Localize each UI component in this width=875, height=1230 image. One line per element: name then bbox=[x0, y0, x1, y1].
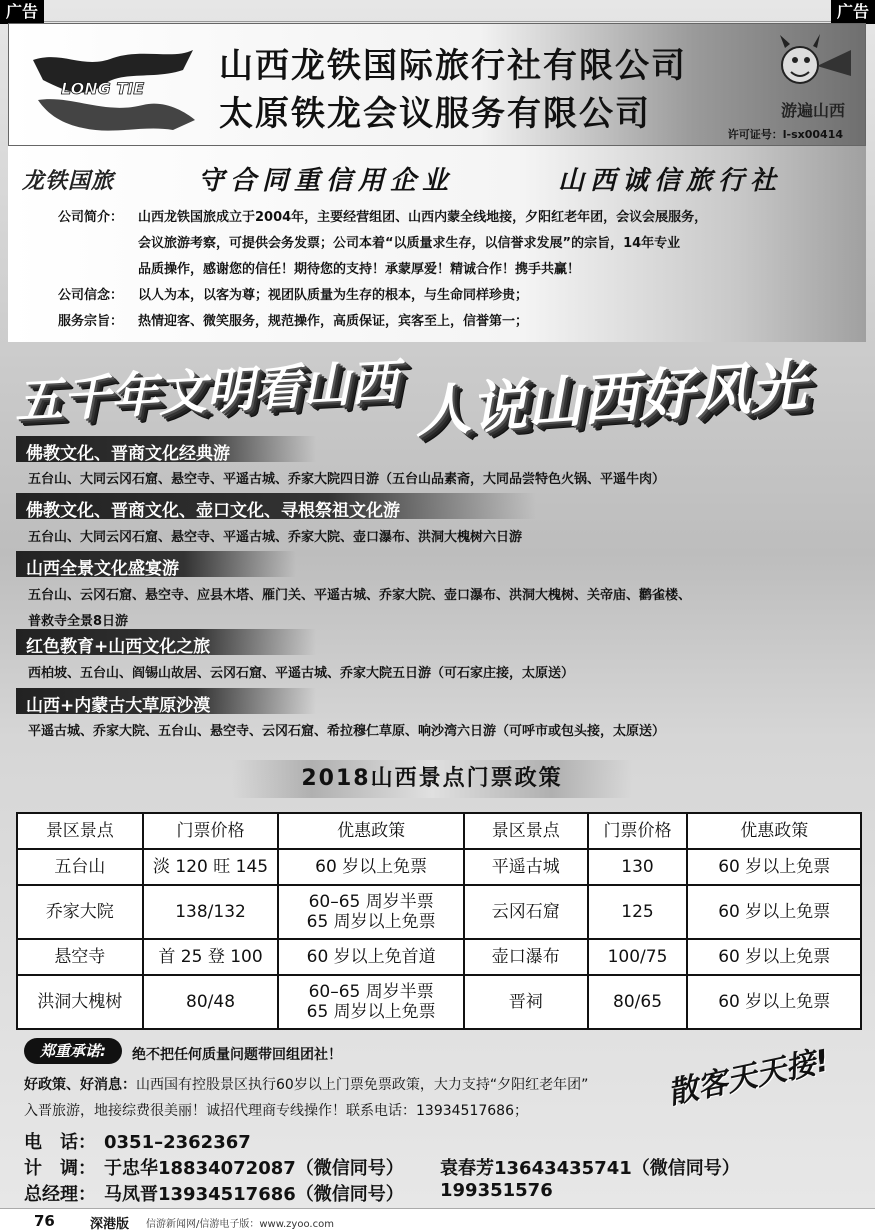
table-cell: 60 岁以上免票 bbox=[278, 849, 464, 885]
ad-label-left: 广告 bbox=[0, 0, 44, 24]
gm-contact: 马凤晋13934517686（微信同号） bbox=[104, 1184, 404, 1205]
company-name-1: 山西龙铁国际旅行社有限公司 bbox=[219, 46, 687, 86]
table-cell: 125 bbox=[588, 885, 688, 939]
table-cell: 洪洞大槐树 bbox=[17, 975, 143, 1029]
table-header-row bbox=[17, 813, 861, 849]
big-slogan-part2: 人说山西好风光 bbox=[412, 353, 809, 446]
table-cell: 淡 120 旺 145 bbox=[143, 849, 279, 885]
site-url: 信游新闻网/信游电子版：www.zyoo.com bbox=[146, 1219, 334, 1230]
profile-line: 山西龙铁国旅成立于2004年，主要经营组团、山西内蒙全线地接，夕阳红老年团，会议会展服务， bbox=[138, 210, 708, 225]
table-cell: 100/75 bbox=[588, 939, 688, 975]
profile-line: 品质操作，感谢您的信任！期待您的支持！承蒙厚爱！精诚合作！携手共赢！ bbox=[138, 262, 581, 277]
table-cell: 60 岁以上免首道 bbox=[278, 939, 464, 975]
table-cell: 平遥古城 bbox=[464, 849, 588, 885]
table-cell-line: 60–65 周岁半票 bbox=[308, 982, 434, 1002]
table-cell: 壶口瀑布 bbox=[464, 939, 588, 975]
table-header-cell: 门票价格 bbox=[588, 813, 688, 849]
table-cell bbox=[278, 975, 464, 1029]
policy-title: 2018山西景点门票政策 bbox=[232, 760, 632, 798]
table-header-cell: 景区景点 bbox=[464, 813, 588, 849]
table-header-cell: 门票价格 bbox=[143, 813, 279, 849]
big-slogan-part1: 五千年文明看山西 bbox=[13, 353, 400, 431]
brand-name: 龙铁国旅 bbox=[22, 169, 115, 194]
table-cell-line: 65 周岁以上免票 bbox=[306, 1002, 436, 1022]
big-slogan bbox=[13, 335, 864, 446]
belief-text: 以人为本，以客为尊；视团队质量为生存的根本，与生命同样珍贵； bbox=[138, 288, 529, 303]
page-number: 76 bbox=[34, 1212, 55, 1230]
table-cell-line: 65 周岁以上免票 bbox=[306, 912, 436, 932]
tour-route: 五台山、云冈石窟、悬空寺、应县木塔、雁门关、平遥古城、乔家大院、壶口瀑布、洪洞大槐树、关帝庙、鹳雀楼、 bbox=[28, 588, 692, 603]
dispatch-line bbox=[24, 1154, 404, 1180]
company-name-2: 太原铁龙会议服务有限公司 bbox=[219, 94, 651, 134]
edition-label: 深港版 bbox=[90, 1217, 130, 1230]
news-label: 好政策、好消息： bbox=[24, 1077, 136, 1093]
walk-in-slogan: 散客天天接! bbox=[664, 1043, 833, 1112]
news-text: 山西国有控股景区执行60岁以上门票免票政策，大力支持“夕阳红老年团” bbox=[136, 1077, 589, 1093]
table-header-cell: 景区景点 bbox=[17, 813, 143, 849]
tour-route: 五台山、大同云冈石窟、悬空寺、平遥古城、乔家大院四日游（五台山品素斋，大同品尝特色火锅、平遥牛肉） bbox=[28, 472, 666, 487]
tour-route: 普救寺全景8日游 bbox=[28, 614, 129, 629]
table-cell: 五台山 bbox=[17, 849, 143, 885]
table-header-cell: 优惠政策 bbox=[278, 813, 464, 849]
slogan-integrity: 山西诚信旅行社 bbox=[558, 166, 783, 196]
table-row bbox=[17, 849, 861, 885]
recruit-text: 入晋旅游，地接综费很美丽！诚招代理商专线操作！联系电话：13934517686； bbox=[24, 1103, 528, 1119]
table-cell: 80/48 bbox=[143, 975, 279, 1029]
tour-route: 西柏坡、五台山、阎锡山故居、云冈石窟、平遥古城、乔家大院五日游（可石家庄接，太原送） bbox=[28, 666, 575, 681]
promise-badge: 郑重承诺: bbox=[24, 1038, 122, 1064]
phone-line bbox=[24, 1128, 251, 1154]
table-row bbox=[17, 885, 861, 939]
company-header bbox=[8, 23, 866, 146]
table-cell: 首 25 登 100 bbox=[143, 939, 279, 975]
service-label: 服务宗旨： bbox=[58, 314, 124, 329]
logo-text: LONG TIE bbox=[61, 79, 145, 98]
slogan-credit: 守合同重信用企业 bbox=[198, 166, 455, 196]
tour-title: 山西+内蒙古大草原沙漠 bbox=[16, 688, 316, 714]
dispatch-contact-2: 袁春芳13643435741（微信同号） bbox=[440, 1158, 740, 1179]
profile-label: 公司简介： bbox=[58, 210, 124, 225]
table-cell: 80/65 bbox=[588, 975, 688, 1029]
table-cell: 130 bbox=[588, 849, 688, 885]
dispatch-label: 计 调： bbox=[24, 1158, 96, 1179]
table-row bbox=[17, 975, 861, 1029]
table-cell: 60 岁以上免票 bbox=[687, 939, 861, 975]
table-header-cell: 优惠政策 bbox=[687, 813, 861, 849]
dragon-logo-icon bbox=[23, 40, 203, 140]
news-line bbox=[24, 1074, 588, 1094]
tour-title: 山西全景文化盛宴游 bbox=[16, 551, 296, 577]
top-bar bbox=[0, 0, 875, 22]
dispatch-contact-1: 于忠华18834072087（微信同号） bbox=[104, 1158, 404, 1179]
ticket-policy-table bbox=[16, 812, 862, 1030]
tour-title: 佛教文化、晋商文化经典游 bbox=[16, 436, 316, 462]
table-cell: 晋祠 bbox=[464, 975, 588, 1029]
ad-label-right: 广告 bbox=[831, 0, 875, 24]
promise-text: 绝不把任何质量问题带回组团社！ bbox=[132, 1047, 342, 1063]
mascot-caption: 游遍山西 bbox=[780, 101, 845, 120]
table-cell: 60 岁以上免票 bbox=[687, 885, 861, 939]
tour-route: 平遥古城、乔家大院、五台山、悬空寺、云冈石窟、希拉穆仁草原、响沙湾六日游（可呼市或包头接，太原送） bbox=[28, 724, 666, 739]
company-intro bbox=[8, 146, 866, 342]
table-row bbox=[17, 939, 861, 975]
table-cell: 60 岁以上免票 bbox=[687, 975, 861, 1029]
table-cell-line: 60–65 周岁半票 bbox=[308, 892, 434, 912]
gm-line bbox=[24, 1180, 404, 1206]
table-cell: 乔家大院 bbox=[17, 885, 143, 939]
belief-label: 公司信念： bbox=[58, 288, 124, 303]
table-cell: 138/132 bbox=[143, 885, 279, 939]
table-cell bbox=[278, 885, 464, 939]
table-cell: 云冈石窟 bbox=[464, 885, 588, 939]
gm-label: 总经理： bbox=[24, 1184, 96, 1205]
profile-line: 会议旅游考察，可提供会务发票；公司本着“以质量求生存，以信誉求发展”的宗旨，14年专业 bbox=[138, 236, 681, 251]
table-cell: 悬空寺 bbox=[17, 939, 143, 975]
tour-title: 佛教文化、晋商文化、壶口文化、寻根祭祖文化游 bbox=[16, 493, 536, 519]
service-text: 热情迎客、微笑服务，规范操作，高质保证，宾客至上，信誉第一； bbox=[138, 314, 529, 329]
tour-title: 红色教育+山西文化之旅 bbox=[16, 629, 316, 655]
tour-route: 五台山、大同云冈石窟、悬空寺、平遥古城、乔家大院、壶口瀑布、洪洞大槐树六日游 bbox=[28, 530, 523, 545]
gm-contact-2: 199351576 bbox=[440, 1180, 553, 1201]
phone-label: 电 话： bbox=[24, 1132, 96, 1153]
page-footer bbox=[0, 1208, 875, 1230]
license-number: 许可证号：l-sx00414 bbox=[727, 128, 843, 141]
table-cell: 60 岁以上免票 bbox=[687, 849, 861, 885]
phone-number: 0351–2362367 bbox=[104, 1132, 251, 1153]
